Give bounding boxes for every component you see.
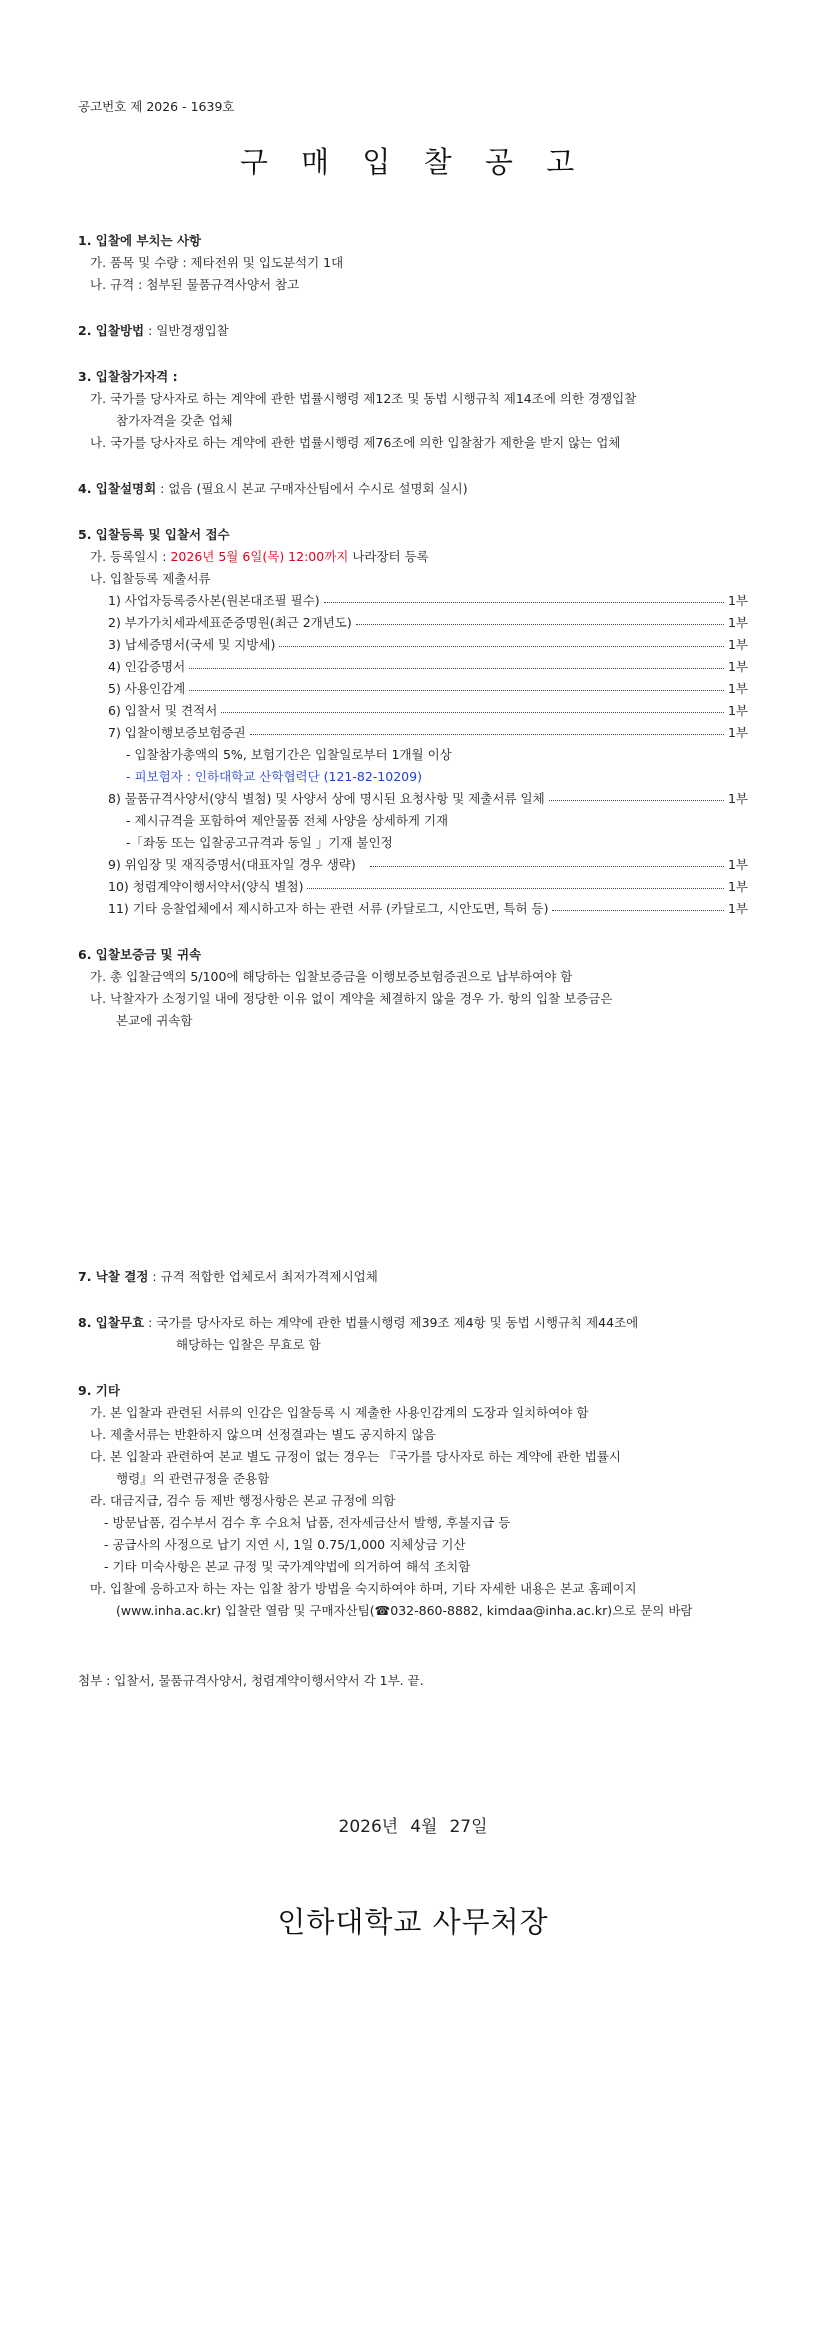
section-3-item-a-line1: 가. 국가를 당사자로 하는 계약에 관한 법률시행령 제12조 및 동법 시행규칙 제14조에 의한 경쟁입찰 bbox=[90, 391, 637, 406]
doc-row-11 bbox=[108, 900, 748, 918]
section-9-item-d-sub-3: - 기타 미숙사항은 본교 규정 및 국가계약법에 의거하여 해석 조치함 bbox=[104, 1559, 471, 1574]
section-8-body-line1: : 국가를 당사자로 하는 계약에 관한 법률시행령 제39조 제4항 및 동법 시행규칙 제44조에 bbox=[144, 1315, 639, 1330]
section-3-heading: 3. 입찰참가자격 : bbox=[78, 369, 178, 384]
section-6-item-b-line2: 본교에 귀속함 bbox=[116, 1013, 193, 1028]
section-8-heading: 8. 입찰무효 bbox=[78, 1315, 145, 1330]
doc-label: 8) 물품규격사양서(양식 별첨) 및 사양서 상에 명시된 요청사항 및 제출서류 일체 bbox=[108, 791, 545, 806]
leader-dots bbox=[250, 734, 724, 735]
doc-label: 6) 입찰서 및 견적서 bbox=[108, 703, 218, 718]
section-9-heading: 9. 기타 bbox=[78, 1383, 120, 1398]
doc-row-2 bbox=[108, 614, 748, 632]
section-3-item-b: 나. 국가를 당사자로 하는 계약에 관한 법률시행령 제76조에 의한 입찰참가 제한을 받지 않는 업체 bbox=[90, 435, 621, 450]
doc-qty: 1부 bbox=[727, 615, 748, 630]
date-day: 27일 bbox=[449, 1817, 488, 1837]
section-6-item-a: 가. 총 입찰금액의 5/100에 해당하는 입찰보증금을 이행보증보험증권으로 납부하여야 함 bbox=[90, 969, 573, 984]
doc-row-5 bbox=[108, 680, 748, 698]
section-5-heading: 5. 입찰등록 및 입찰서 접수 bbox=[78, 527, 230, 542]
section-5-item-a bbox=[90, 548, 429, 566]
leader-dots bbox=[189, 668, 724, 669]
section-9-item-a: 가. 본 입찰과 관련된 서류의 인감은 입찰등록 시 제출한 사용인감계의 도장과 일치하여야 함 bbox=[90, 1405, 589, 1420]
section-7-heading: 7. 낙찰 결정 bbox=[78, 1269, 149, 1284]
leader-dots bbox=[549, 800, 724, 801]
doc-qty: 1부 bbox=[727, 901, 748, 916]
doc-qty: 1부 bbox=[727, 857, 748, 872]
leader-dots bbox=[189, 690, 724, 691]
doc-8-sub-2: -「좌동 또는 입찰공고규격과 동일 」기재 불인정 bbox=[126, 835, 393, 850]
doc-qty: 1부 bbox=[727, 703, 748, 718]
section-4 bbox=[78, 480, 468, 498]
leader-dots bbox=[307, 888, 724, 889]
doc-7-sub-2: - 피보험자 : 인하대학교 산학협력단 (121-82-10209) bbox=[126, 769, 422, 784]
section-8-body-line2: 해당하는 입찰은 무효로 함 bbox=[176, 1337, 321, 1352]
doc-qty: 1부 bbox=[727, 659, 748, 674]
leader-dots bbox=[370, 866, 724, 867]
section-6-heading: 6. 입찰보증금 및 귀속 bbox=[78, 947, 202, 962]
doc-label: 7) 입찰이행보증보험증권 bbox=[108, 725, 246, 740]
doc-qty: 1부 bbox=[727, 725, 748, 740]
section-9-item-c-line1: 다. 본 입찰과 관련하여 본교 별도 규정이 없는 경우는 『국가를 당사자로 하는 계약에 관한 법률시 bbox=[90, 1449, 621, 1464]
registration-place: 나라장터 등록 bbox=[348, 549, 429, 564]
doc-label: 5) 사용인감계 bbox=[108, 681, 186, 696]
section-9-item-d-sub-2: - 공급사의 사정으로 납기 지연 시, 1일 0.75/1,000 지체상금 기산 bbox=[104, 1537, 466, 1552]
doc-row-9 bbox=[108, 856, 748, 874]
section-6-item-b-line1: 나. 낙찰자가 소정기일 내에 정당한 이유 없이 계약을 체결하지 않을 경우 가. 항의 입찰 보증금은 bbox=[90, 991, 613, 1006]
doc-label: 10) 청렴계약이행서약서(양식 별첨) bbox=[108, 879, 304, 894]
doc-row-4 bbox=[108, 658, 748, 676]
section-9-item-e-line1: 마. 입찰에 응하고자 하는 자는 입찰 참가 방법을 숙지하여야 하며, 기타 자세한 내용은 본교 홈페이지 bbox=[90, 1581, 637, 1596]
section-8 bbox=[78, 1314, 638, 1332]
section-9-item-e-line2: (www.inha.ac.kr) 입찰란 열람 및 구매자산팀(☎032-860-8882, kimdaa@inha.ac.kr)으로 문의 바람 bbox=[116, 1603, 693, 1618]
doc-qty: 1부 bbox=[727, 593, 748, 608]
doc-8-sub-1: - 제시규격을 포함하여 제안물품 전체 사양을 상세하게 기재 bbox=[126, 813, 449, 828]
registration-label: 가. 등록일시 : bbox=[90, 549, 171, 564]
leader-dots bbox=[324, 602, 724, 603]
section-1-heading: 1. 입찰에 부치는 사항 bbox=[78, 233, 202, 248]
doc-label: 3) 납세증명서(국세 및 지방세) bbox=[108, 637, 276, 652]
section-2-heading: 2. 입찰방법 bbox=[78, 323, 145, 338]
section-9-item-b: 나. 제출서류는 반환하지 않으며 선정결과는 별도 공지하지 않음 bbox=[90, 1427, 436, 1442]
section-7 bbox=[78, 1268, 378, 1286]
leader-dots bbox=[552, 910, 724, 911]
doc-label: 9) 위임장 및 재직증명서(대표자일 경우 생략) bbox=[108, 857, 356, 872]
doc-row-1 bbox=[108, 592, 748, 610]
leader-dots bbox=[279, 646, 724, 647]
notice-title: 구 매 입 찰 공 고 bbox=[239, 145, 587, 179]
section-9-item-d: 라. 대금지급, 검수 등 제반 행정사항은 본교 규정에 의함 bbox=[90, 1493, 396, 1508]
issuer-signature: 인하대학교 사무처장 bbox=[277, 1905, 549, 1939]
section-1-item-b: 나. 규격 : 첨부된 물품규격사양서 참고 bbox=[90, 277, 300, 292]
doc-row-8 bbox=[108, 790, 748, 808]
section-4-body: : 없음 (필요시 본교 구매자산팀에서 수시로 설명회 실시) bbox=[156, 481, 468, 496]
doc-row-10 bbox=[108, 878, 748, 896]
doc-row-6 bbox=[108, 702, 748, 720]
date-month: 4월 bbox=[410, 1817, 438, 1837]
section-9-item-c-line2: 행령』의 관련규정을 준용함 bbox=[116, 1471, 270, 1486]
section-5-item-b: 나. 입찰등록 제출서류 bbox=[90, 571, 211, 586]
doc-qty: 1부 bbox=[727, 637, 748, 652]
section-2 bbox=[78, 322, 229, 340]
leader-dots bbox=[356, 624, 724, 625]
leader-dots bbox=[221, 712, 724, 713]
section-3-item-a-line2: 참가자격을 갖춘 업체 bbox=[116, 413, 233, 428]
section-7-body: : 규격 적합한 업체로서 최저가격제시업체 bbox=[148, 1269, 378, 1284]
section-9-item-d-sub-1: - 방문납품, 검수부서 검수 후 수요처 납품, 전자세금산서 발행, 후불지급 등 bbox=[104, 1515, 511, 1530]
doc-qty: 1부 bbox=[727, 879, 748, 894]
attachment-note: 첨부 : 입찰서, 물품규격사양서, 청렴계약이행서약서 각 1부. 끝. bbox=[78, 1673, 424, 1688]
section-2-body: : 일반경쟁입찰 bbox=[144, 323, 229, 338]
notice-number: 공고번호 제 2026 - 1639호 bbox=[78, 99, 235, 114]
notice-date bbox=[0, 1812, 826, 1837]
section-1-item-a: 가. 품목 및 수량 : 제타전위 및 입도분석기 1대 bbox=[90, 255, 344, 270]
doc-row-7 bbox=[108, 724, 748, 742]
doc-label: 11) 기타 응찰업체에서 제시하고자 하는 관련 서류 (카달로그, 시안도면, 특허 등) bbox=[108, 901, 549, 916]
section-4-heading: 4. 입찰설명회 bbox=[78, 481, 157, 496]
doc-label: 4) 인감증명서 bbox=[108, 659, 186, 674]
registration-deadline: 2026년 5월 6일(목) 12:00까지 bbox=[170, 549, 349, 564]
doc-label: 1) 사업자등록증사본(원본대조필 필수) bbox=[108, 593, 320, 608]
doc-7-sub-1: - 입찰참가총액의 5%, 보험기간은 입찰일로부터 1개월 이상 bbox=[126, 747, 452, 762]
doc-qty: 1부 bbox=[727, 791, 748, 806]
doc-qty: 1부 bbox=[727, 681, 748, 696]
doc-label: 2) 부가가치세과세표준증명원(최근 2개년도) bbox=[108, 615, 352, 630]
doc-row-3 bbox=[108, 636, 748, 654]
date-year: 2026년 bbox=[338, 1817, 399, 1837]
